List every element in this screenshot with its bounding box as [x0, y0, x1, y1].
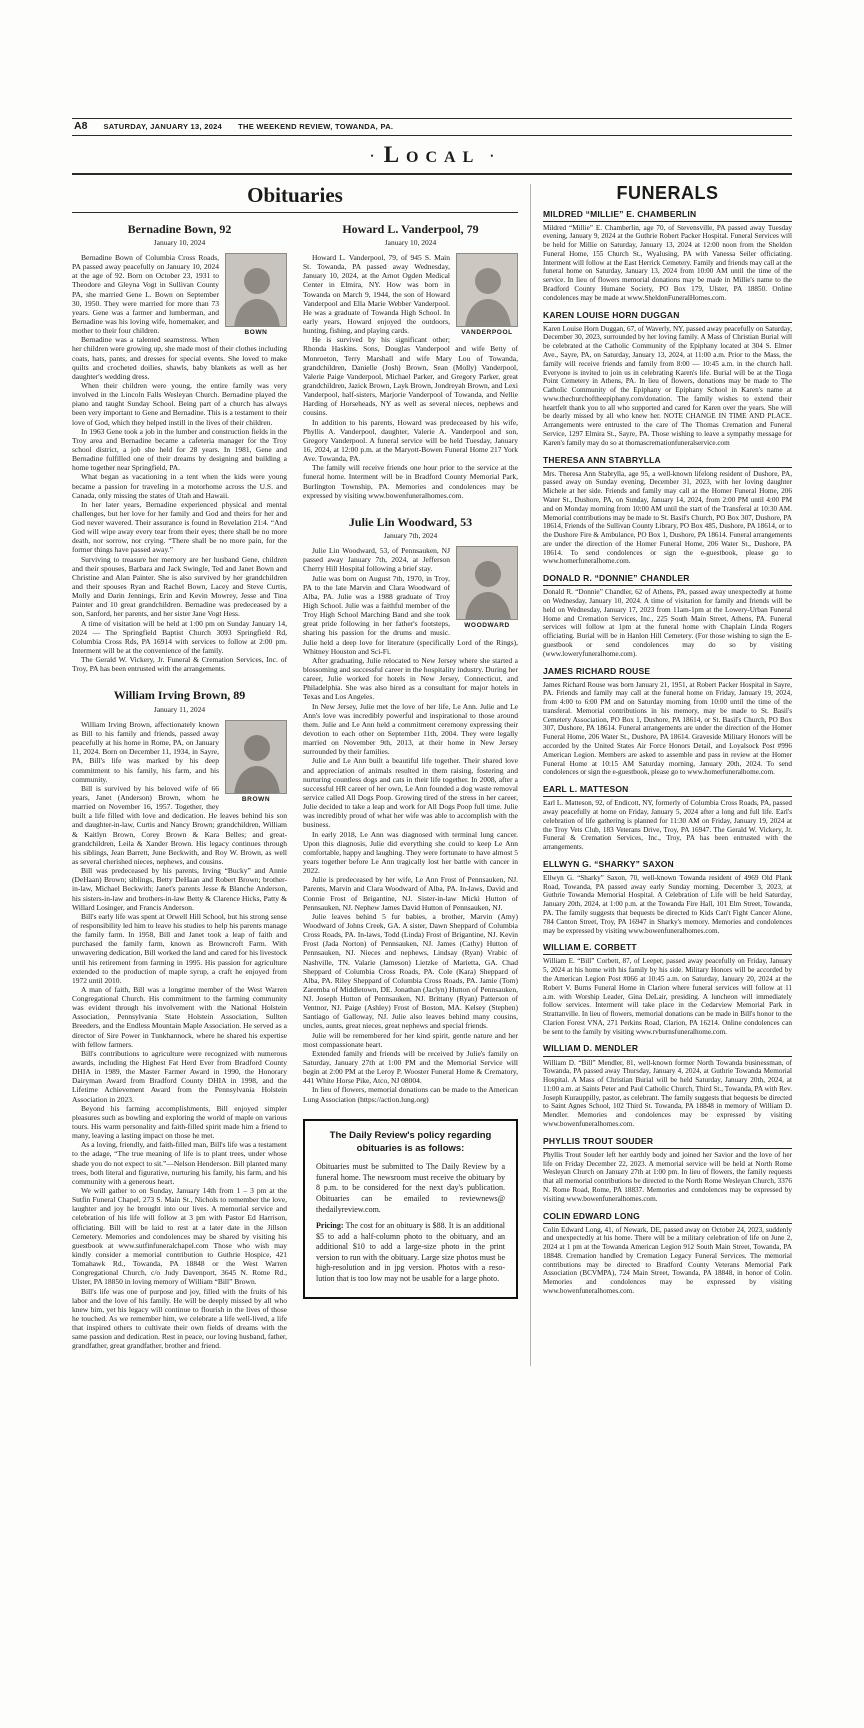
paragraph: Bernadine was a talented seamstress. When her children were growing up, she made most of their clothes including coats, hats, pants, and dresses for special events. She loved to make quilts and crocheted doilies, shawls, baby blankets as well as her daughter's wedding dress.: [72, 335, 287, 381]
funeral-name: JAMES RICHARD ROUSE: [543, 666, 792, 679]
funeral-text: Earl L. Matteson, 92, of Endicott, NY, formerly of Columbia Cross Roads, PA, passed away peacefully at home on Friday, January 5, 2024 after a long and full life. Earl's celebration of life gathering is planned for 11:30 AM on Friday, January 19, 2024 at the Troy Vets Club, 183 Veterans Drive, Troy, PA 16947. The Gerald W. Vickery, Jr. Funeral & Cremation Services, Inc., Troy, PA has been entrusted with the arrangements.: [543, 799, 792, 852]
person-silhouette-icon: [226, 254, 287, 327]
publication-name: THE WEEKEND REVIEW, TOWANDA, PA.: [238, 122, 394, 131]
funeral-notice: [543, 784, 792, 852]
paragraph: Julie was born on August 7th, 1970, in Troy, PA to the late Marvin and Clara Woodward of Alba, PA. Julie was a 1988 graduate of Troy High School. Julie was a faithful member of the Troy High School Marching Band and she took great pride following in her father's footsteps, sharing his passion for the drums and music. Julie held a deep love for literature (specifically Lord of the Rings), Whitney Houston and Sci-Fi.: [303, 573, 518, 656]
funerals-section: [530, 184, 792, 1366]
paragraph: Julie will be remembered for her kind spirit, gentle nature and her most compassionate heart.: [303, 1030, 518, 1049]
obituary-name: Howard L. Vanderpool, 79: [342, 221, 479, 236]
obituaries-section-title: Obituaries: [247, 182, 343, 207]
obituary-date: January 10, 2024: [384, 237, 437, 247]
funeral-notice: [543, 573, 792, 658]
paragraph: Beyond his farming accomplishments, Bill enjoyed simpler pleasures such as bowling and exploring the world of maple on various tours. His warm personality and faith-filled spirit made him a friend to many, leaving a lasting impact on those he met.: [72, 1103, 287, 1141]
person-silhouette-icon: [457, 254, 518, 327]
funeral-notice: [543, 666, 792, 778]
paragraph: In New Jersey, Julie met the love of her life, Le Ann. Julie and Le Ann's love was incredibly powerful and inspirational to those around them. Julie and Le Ann held a commitment ceremony expressing their devotion to each other on September 11th, 2004. They were legally married on November 9th, 2013, at their home in New Jersey surrounded by their families.: [303, 701, 518, 757]
banner-bullet-left-icon: •: [370, 150, 374, 161]
paragraph: A man of faith, Bill was a longtime member of the West Warren Congregational Church. His commitment to the farming community was evident through his involvement with the National Holstein Association, Pennsylvania State Holstein Association, Sullten Breeders, and the Endless Mountain Maple Association. He served as a director of Sire Power in Tunkhannock, where he shared his expertise with fellow farmers.: [72, 984, 287, 1049]
paragraph: Julie Lin Woodward, 53, of Pennsauken, NJ passed away January 7th, 2024, at Jefferson Cherry Hill Hospital following a brief stay.: [303, 546, 450, 574]
person-silhouette-icon: [226, 721, 287, 794]
paragraph: Bill was predeceased by his parents, Irving “Bucky” and Annie (DeHaan) Brown; siblings, Betty DeHaan and Robert Brown; brother-in-law, Michael Beckwith; Janet's parents Jesse & Blanche Anderson, his sisters-in-law and brothers-in-law Betty & Clarence Hicks, Patty & Willard Losinger, and Francis Anderson.: [72, 866, 287, 912]
paragraph: Bill's early life was spent at Orwell Hill School, but his strong sense of responsibility led him to leave his studies to help his parents manage the family farm. In 1958, Bill and Janet took a leap of faith and purchased the family farm, known as Browncroft Farm. With unwavering dedication, Bill worked the land and cared for his livestock until his retirement from farming in 1995. His passion for agriculture extended to the production of maple syrup, a craft he enjoyed from 1972 until 2010.: [72, 911, 287, 985]
funeral-name: WILLIAM E. CORBETT: [543, 942, 792, 955]
section-banner-title: Local: [383, 141, 481, 167]
date-line: SATURDAY, JANUARY 13, 2024: [103, 122, 223, 131]
paragraph: The family will receive friends one hour prior to the service at the funeral home. Interment will be in Bradford County Memorial Park, Burlington Township, PA. Memories and condolences may be expressed by visiting www.bowenfuneralhomes.com.: [303, 463, 518, 500]
paragraph: When their children were young, the entire family was very involved in the Lincoln Falls Wesleyan Church. Bernadine played the piano and taught Sunday School. Being part of a church has always been very important to Gene and Bernadine. This is a testament to their love of God, which they helped instill in the lives of their children.: [72, 380, 287, 427]
funeral-notice: [543, 942, 792, 1036]
funeral-notice: [543, 209, 792, 303]
portrait-photo: [456, 546, 518, 620]
funeral-text: William D. “Bill” Mendler, 81, well-known former North Towanda businessman, of Towanda, PA passed away Thursday, January 4, 2024, at Guthrie Towanda Memorial Hospital. A Mass of Christian Burial will be held Saturday, January 20th, 2024, at 11:00 a.m. at Saints Peter and Paul Catholic Church, Third St., Towanda, PA with Rev. Joseph Kurauppilly, pastor, as celebrant. The family suggests that bequests be directed to Saint Agnes School, 102 Third St. Towanda, PA 18848 in memory of William D. Mendler. Memories and condolences may be expressed by visiting www.bowenfuneralhomes.com.: [543, 1058, 792, 1128]
funeral-text: Ellwyn G. “Sharky” Saxon, 70, well-known Towanda resident of 4969 Old Plank Road, Towanda, PA passed away early Sunday morning, December 3, 2023, at Guthrie Towanda Memorial Hospital. A Celebration of Life will be held Saturday, January 20th, 2024, at 1:00 p.m. at the Towanda Fire Hall, 101 Elm Street, Towanda, PA. The family suggests that bequests be directed to Kids Can't Fight Cancer Alone, 784 Canton Street, Troy, PA 16947 in Sharky's memory. Memories and condolences may be expressed by visiting www.bowenfuneralhomes.com.: [543, 873, 792, 935]
funerals-section-header: [543, 184, 792, 202]
obituary-body: [303, 546, 518, 1104]
obituary-name: Julie Lin Woodward, 53: [348, 514, 473, 529]
funeral-text: James Richard Rouse was born January 21, 1951, at Robert Packer Hospital in Sayre, PA. Friends and family may call at the funeral home on Friday, January 19, 2024, from 4:00 to 6:00 PM and on Saturday morning from 10:00 until the time of the transferal. Memorial contributions in his memory, may be made to St. Basil's Cemetery Association, PO Box 1, Dushore, PA 18614, or St. Basil's Church, PO Box 307, Dushore, PA 18614. Funeral arrangements are under the direction of the Homer Funeral Home, 206 Water St., Dushore, PA 18614. Graveside Military Honors will be accorded by the United States Air Force Honors Detail, and Loyalsock Post #996 American Legion. Members are asked to assemble and pass in review at the Homer Funeral Home at 10:15 AM Saturday morning, January 20th, 2024. To send condolences or sign the e-guestbook, please go to www.homerfuneralhome.com.: [543, 680, 792, 777]
funeral-text: Colin Edward Long, 41, of Newark, DE, passed away on October 24, 2023, suddenly and unexpectedly at his home. There will be a military celebration of life on June 2, 2024 at 1 pm at the Towanda American Legion 912 South Main Street, Towanda, PA 18848. Cremation handled by Cremation Legacy Funeral Services. The memorial contributions may be directed to Bradford County Veterans Memorial Park Association (BCVMPA), 724 Main Street, Towanda, PA 18848, in honor of Colin. Memories and condolences may be expressed by visiting www.bowenfuneralhomes.com.: [543, 1225, 792, 1296]
paragraph: Julie is predeceased by her wife, Le Ann Frost of Pennsauken, NJ. Parents, Marvin and Clara Woodward of Alba, PA. In-laws, David and Connie Frost of Brigantine, NJ. Sister-in-law Micki Hutton of Pennsauken, NJ. Nephew James David Hutton of Pennsauken, NJ.: [303, 875, 518, 912]
obituary-photo-figure: [456, 546, 518, 630]
funeral-text: William E. “Bill” Corbett, 87, of Leeper, passed away peacefully on Friday, January 5, 2024 at his home with his family by his side. Military Honors will be accorded by the American Legion Post #066 at 10:45 a.m. on Saturday, January 20, 2024 at the Robert V. Burns Funeral Home in Clarion where funeral services will follow at 11 a.m. with Worship Leader, Gina DeLair, presiding. A luncheon will immediately follow services. Interment will take place in the Cedarview Memorial Park in Strattanville. In lieu of flowers, memorial donations can be made in Bill's honor to the Clarion Forest VNA, 271 Perkins Road, Clarion, PA 16214. Online condolences can be sent to the family by visiting www.rvburnsfuneralhome.com.: [543, 957, 792, 1036]
obituary-name: William Irving Brown, 89: [113, 688, 246, 703]
funeral-notice: [543, 859, 792, 936]
funerals-section-title: FUNERALS: [616, 182, 719, 203]
obituaries-section-header: [72, 184, 518, 213]
paragraph: We will gather to on Sunday, January 14th from 1 – 3 pm at the Sutfin Funeral Chapel, 273 S. Main St., Nichols to remember the love, laughter and joy he brought into our lives. A memorial service and celebration of his life will follow at 3 pm with Pastor Ed Harrison, officiating. Bill will be laid to rest at a later date in the Jillson Cemetery. Memories and condolences may be shared by visiting his guestbook at www.sutfinfuneralchapel.com Those who wish may kindly consider a memorial contribution to Guthrie Hospice, 421 Tomahawk Rd., Towanda, PA 18848 or the West Warren Congregational Church, c/o Judy Davenport, 3645 N. Rome Rd., Ulster, PA 18850 in loving memory of William “Bill” Brown.: [72, 1186, 287, 1287]
paragraph: Extended family and friends will be received by Julie's family on Saturday, January 27th at 1:00 PM and the Memorial Service will begin at 2:00 PM at the Leroy P. Wooster Funeral Home & Crematory, 441 White Horse Pike, Atco, NJ 08004.: [303, 1048, 518, 1086]
funeral-notice: [543, 1136, 792, 1204]
obituary-body: [303, 253, 518, 500]
funeral-name: WILLIAM D. MENDLER: [543, 1043, 792, 1056]
funeral-notice: [543, 1043, 792, 1128]
obituary-date: January 11, 2024: [153, 704, 206, 714]
obituary-photo-figure: [456, 253, 518, 337]
page-number: A8: [74, 120, 88, 132]
paragraph: Bill's contributions to agriculture were recognized with numerous awards, including the Highest Fat Herd Ever from Bradford County DHIA in 1989, the Master Farmer Award in 1990, the Honorary Dairyman Award from Bradford County DHIA in 1998, and the Lifetime Achievement Award from the Pennsylvania Holstein Association in 2023.: [72, 1048, 287, 1104]
policy-paragraph: Obituaries must be submitted to The Daily Review by a funeral home. The newsroom must receive the obituary by 8 p.m. to be considered for the next day's publication. Obituaries can be emailed to reviewnews@ thedailyreview.com.: [316, 1162, 505, 1214]
masthead: [72, 118, 792, 136]
paragraph: A time of visitation will be held at 1:00 pm on Sunday January 14, 2024 — The Springfield Baptist Church 3093 Springfield Rd, Columbia Cross Rds, PA 16914 with services to follow at 2:00 pm. Interment will be at the convenience of the family.: [72, 618, 287, 656]
obituaries-column-1: [72, 222, 287, 1366]
paragraph: What began as vacationing in a tent when the kids were young became a passion for traveling in a motorhome across the U.S. and Canada, only missing the states of Utah and Hawaii.: [72, 472, 287, 500]
paragraph: In her later years, Bernadine experienced physical and mental challenges, but her love for her family and God and theirs for her and God never wavered. Their assurance is found in Revelation 21:4. “And God will wipe away every tear from their eyes; there shall be no more death, nor sorrow, nor crying. “There shall be no more pain, for the former things have passed away.”: [72, 499, 287, 555]
obituary-name: Bernadine Bown, 92: [127, 221, 232, 236]
paragraph: He is survived by his significant other; Rhonda Haskins. Sons, Douglas Vanderpool and wife Betty of Monroeton, Terry Marshall and wife Mary Lou of Towanda, grandchildren, Danielle (Josh) Brown, Sean (Molly) Vanderpool, Valerie Paige Vanderpool, Michael Parker, and Gregory Parker, great grandchildren, Jazick Brown, Layk Brown, Jondreyah Brown, and Lexi Vanderpool, half-sisters, Marjorie Vanderpool of Towanda, and Nellie Harding of Horseheads, NY as well as several nieces, nephews and cousins.: [303, 335, 518, 418]
funeral-notice: [543, 1211, 792, 1296]
funeral-name: COLIN EDWARD LONG: [543, 1211, 792, 1224]
funeral-text: Phyllis Trout Souder left her earthly body and joined her Savior and the love of her life on Friday December 22, 2023. A memorial service will be held at North Rome Wesleyan Church on January 27th at 1:00 pm. In lieu of flowers, the family requests that all memorial contributions be directed to the North Rome Wesleyan Church, 3376 N. Rome Road, Rome, PA 18837. Memories and condolences may be expressed by visiting www.bowenfuneralhomes.com.: [543, 1150, 792, 1203]
obituary-date: January 7th, 2024: [383, 531, 438, 541]
paragraph: Julie leaves behind 5 fur babies, a brother, Marvin (Amy) Woodward of Johns Creek, GA. A sister, Dawn Sheppard of Columbia Cross Roads, PA. In-laws, Todd (Linda) Frost of Brigantine, NJ. Kevin Frost (Jada Norton) of Pennsauken, NJ. James (Cathy) Hutton of Pennsauken, NJ. Nieces and nephews, Lindsay (Ryan) Vrabic of Nashville, TN. Valarie (Jameson) Lietzke of Marietta, GA. Chad Sheppard of Columbia Cross Roads, PA. Cole (Kara) Sheppard of Alba, PA. Riley Sheppard of Columbia Cross Roads, PA. Jamie (Tom) Zaremba of Middletown, DE. Jonathan (Jaclyn) Hutton of Pennsauken, NJ. Joseph Hutton of Pennsauken, NJ. Brittany (Ryan) Patterson of Ventnor, NJ. Paige (Ashley) Frost of Boston, MA. Kelsey (Stephen) Santiago of Galloway, NJ. Julie also leaves behind many cousins, uncles, aunts, great nieces, great nephews and special friends.: [303, 911, 518, 1031]
funeral-text: Mrs. Theresa Ann Stabrylla, age 95, a well-known lifelong resident of Dushore, PA, passed away on Sunday evening, December 31, 2023, with her loving daughter Michele at her side. Friends and family may call at the Homer Funeral Home, 206 Water St., Dushore, PA, on Sunday, January 14, 2024, from 2:00 PM until 4:00 PM and on Monday morning from 10:00 AM until the start of the Transferal at 10:30 AM. Memorial contributions may be made to St. Basil's Church, PO Box 307, Dushore, PA 18614, Friends of the Sullivan County Library, PO Box 485, Dushore, PA 18614, or to the Dushore Fire & Ambulance, PO Box 1, Dushore, PA 18614. Funeral arrangements are under the direction of the Homer Funeral Home, 206 Water St., Dushore, PA 18614. To send condolences or sign the e-guestbook, please go to www.homerfuneralhome.com.: [543, 469, 792, 566]
obituary-date: January 10, 2024: [153, 237, 206, 247]
person-silhouette-icon: [457, 547, 518, 620]
paragraph: Bernadine Bown of Columbia Cross Roads, PA passed away peacefully on January 10, 2024 at the age of 92. Born on October 23, 1931 to Theodore and Gleyna Vogt in Sullivan County PA, she married Gene L. Bown on September 30, 1950. They were married for more than 73 years. Gene was a farmer and lumberman, and Bernadine was his loving wife, homemaker, and mother to their four children.: [72, 252, 219, 336]
banner-bullet-right-icon: •: [490, 150, 494, 161]
obituary-text: [72, 720, 287, 1351]
portrait-photo: [225, 253, 287, 327]
paragraph: The Gerald W. Vickery, Jr. Funeral & Cremation Services, Inc. of Troy, PA has been entrusted with the arrangements.: [72, 655, 287, 674]
section-banner: [72, 136, 792, 175]
obituary-bernadine-bown: [72, 222, 287, 674]
paragraph: Bill is survived by his beloved wife of 66 years, Janet (Anderson) Brown, whom he married on November 16, 1957. Together, they built a life filled with love and dedication. He leaves behind his son and daughter-in-law, Curtis and Nancy Brown; grandchildren, William & Kaitlyn Brown, Corey Brown & Kara Belles; and great-grandchildren, Leila & Xander Brown. His legacy continues through his siblings, Jean Barrett, June Beckwith, and Roy W. Brown, as well as several cherished nieces, nephews, and cousins.: [72, 783, 287, 866]
photo-caption: BOWN: [244, 328, 268, 336]
paragraph: William Irving Brown, affectionately known as Bill to his family and friends, passed away peacefully at his home in Rome, PA, on January 11, 2024. Born on December 11, 1934, in Sayre, PA, Bill's life was marked by his deep commitment to his family, his farm, and his community.: [72, 719, 219, 784]
paragraph: Bill's life was one of purpose and joy, filled with the fruits of his labor and the love of his family. He will be deeply missed by all who knew him, yet his legacy will continue to flourish in the lives of those he touched. As we remember him, we celebrate a life well-lived, a life that inspired others to cultivate their own fields of dreams with the same passion and dedication. Rest in peace, our loving husband, father, grandfather, great grandfather, brother and friend.: [72, 1286, 287, 1351]
page-content: [72, 184, 792, 1366]
funeral-name: EARL L. MATTESON: [543, 784, 792, 797]
obituary-julie-woodward: [303, 515, 518, 1104]
obituary-body: [72, 720, 287, 1351]
obituary-william-irving-brown: [72, 688, 287, 1350]
obituary-photo-figure: [225, 720, 287, 804]
funeral-text: Mildred “Millie” E. Chamberlin, age 70, of Stevensville, PA passed away Tuesday evening, January 9, 2024 at the Guthrie Robert Packer Hospital. Funeral Services will be held for Millie on Saturday, January 13, 2024 at 12:00 noon from the Sheldon Funeral Home, 155 Church St., Wyalusing, PA with Vanessa Seiler officiating. Interment will follow at the East Herrick Cemetery. Family and friends may call at the funeral home on Saturday, January 13, 2024 from 10:00 AM until the time of the service. In lieu of flowers memorial donations may be made in Millie's name to the Bradford County Humane Society, PO Box 179, Ulster, PA 18850. Online condolences may be made at www.SheldonFuneralHomes.com.: [543, 223, 792, 302]
pricing-text: The cost for an obituary is $88. It is an additional $5 to add a half-column photo to the obituary, and an additional $10 to add a large-size photo in the print version to run with the obituary. Large size photos must be high-resolution and in jpg version. Photos with a reso-lution that is too low may not be usable for a large photo.: [316, 1221, 506, 1283]
funeral-name: THERESA ANN STABRYLLA: [543, 455, 792, 468]
obituary-photo-figure: [225, 253, 287, 337]
photo-caption: BROWN: [241, 795, 271, 803]
obituary-howard-vanderpool: [303, 222, 518, 500]
paragraph: After graduating, Julie relocated to New Jersey where she started a blossoming and successful career in the hospitality industry. During her career, Julie worked for hotels in New Jersey, Connecticut, and Philadelphia. She was also hired as a consultant for major hotels in Texas and Los Angeles.: [303, 655, 518, 702]
funeral-name: MILDRED “MILLIE” E. CHAMBERLIN: [543, 209, 792, 222]
funeral-name: ELLWYN G. “SHARKY” SAXON: [543, 859, 792, 872]
pricing-label: Pricing:: [316, 1221, 344, 1231]
obituaries-columns: [72, 222, 518, 1366]
photo-caption: WOODWARD: [464, 622, 510, 630]
portrait-photo: [456, 253, 518, 327]
funeral-name: PHYLLIS TROUT SOUDER: [543, 1136, 792, 1149]
funeral-text: Donald R. “Donnie” Chandler, 62 of Athens, PA, passed away unexpectedly at home on Wednesday, January 10, 2024. A time of visitation for family and friends will be held on Wednesday, January 17, 2023 from 11am-1pm at the Lowery-Urban Funeral Home and Cremation Services, Inc., 225 South Main Street, Athens, PA. Funeral services will follow at 1pm at the funeral home with Chaplain Linda Rogers officiating. Burial will be in Hanlon Hill Cemetery. (For those wishing to sign the E-guestbook or send condolences may do so by visiting (www.loweryfuneralhome.com).: [543, 588, 792, 658]
funeral-notice: [543, 455, 792, 567]
funeral-name: DONALD R. “DONNIE” CHANDLER: [543, 573, 792, 586]
paragraph: In early 2018, Le Ann was diagnosed with terminal lung cancer. Upon this diagnosis, Julie did everything she could to keep Le Ann comfortable, happy and laughing. They were fortunate to have almost 5 years together before Le Ann tragically lost her battle with cancer in 2022.: [303, 829, 518, 876]
obituaries-section: [72, 184, 518, 1366]
paragraph: In 1963 Gene took a job in the lumber and construction fields in the Troy area and Bernadine became a cafeteria manager for the Troy school district, a job she held for 28 years. In 1981, Gene and Bernadine fulfilled one of their dreams by designing and building a home together near Springfield, PA.: [72, 426, 287, 473]
policy-box-title: The Daily Review's policy regarding obituaries is as follows:: [329, 1129, 492, 1154]
funeral-name: KAREN LOUISE HORN DUGGAN: [543, 310, 792, 323]
funeral-text: Karen Louise Horn Duggan, 67, of Waverly, NY, passed away peacefully on Saturday, December 30, 2023, surrounded by her loving family. A Mass of Christian Burial will be celebrated at the Catholic Community of the Epiphany located at 304 S. Elmer Ave., Sayre, PA, on Saturday, January 13, 2024, at 11:00 a.m. Prior to the Mass, the family will receive friends and family from 8:00 — 10:45 a.m. in the church hall. Everyone is invited to join us in celebrating Karen's life. Burial will be at the Tioga Point Cemetery in Athens, PA. In lieu of flowers, donations may be made to The Catholic Community of the Epiphany or Epiphany School in Karen's name at www.thechurchoftheepiphany.com/donation. The family wishes to extend their heartfelt thank you to all who supported and cared for Karen over the years. She will be dearly missed by all who knew her. NOTE CHANGE IN TIME AND PLACE. Arrangements were entrusted to the care of The Thomas Cremation and Funeral Service, 1297 Elmira St., Sayre, PA. Those wishing to leave a sympathy message for Karen's family may do so at thomascremationfuneralservice.com: [543, 324, 792, 447]
paragraph: Surviving to treasure her memory are her husband Gene, children and their spouses, Barbara and Jack Swingle, Ted and Janet Bown and Christine and Alan Painter. She is also survived by her grandchildren and their spouses Ryan and Rachel Bown, Lacey and Steve Curtis, Molly and Darin Jennings, Erin and Kevin Mowrey, Jesse and Tina Painter and 10 great grandchildren. Bernadine was predeceased by a son, Sanford, her parents, and her sister Jane Vogt Hess.: [72, 554, 287, 619]
policy-pricing-paragraph: [316, 1221, 505, 1284]
paragraph: Howard L. Vanderpool, 79, of 945 S. Main St. Towanda, PA passed away Wednesday, January 10, 2024, at the Arnot Ogden Medical Center in Elmira, NY. How was born in Towanda on March 9, 1944, the son of Howard Vanderpool and Ella Marie Webber Vanderpool. He was a graduate of Towanda High School. In early years, Howard enjoyed the outdoors, hunting, fishing, and playing cards.: [303, 252, 450, 336]
obituaries-column-2: [303, 222, 518, 1366]
paragraph: In addition to his parents, Howard was predeceased by his wife, Phyllis A. Vanderpool, daughter, Valerie A. Vanderpool and son, Gregory Vanderpool. A funeral service will be held Tuesday, January 16, 2024, at 12:00 p.m. at the Maryott-Bowen Funeral Home 217 York Ave. Towanda, PA.: [303, 417, 518, 464]
portrait-photo: [225, 720, 287, 794]
obituary-body: [72, 253, 287, 673]
photo-caption: VANDERPOOL: [461, 328, 513, 336]
paragraph: Julie and Le Ann built a beautiful life together. Their shared love and appreciation of animals resulted in them raising, fostering and nurturing countless dogs and cats in their life together. In 2008, after a successful HR career of her own, Le Ann founded a dog waste removal service called All Dogs Poop. Growing tired of the stress in her career, Julie decided to take a leap and work for All Dogs Poop full time. Julie was incredibly proud of what her wife was able to accomplish with the business.: [303, 756, 518, 830]
paragraph: As a loving, friendly, and faith-filled man, Bill's life was a testament to the adage, “The true meaning of life is to plant trees, under whose shade you do not expect to sit.”—Nelson Henderson. Bill planted many trees, both literal and figurative, nurturing his family, his farm, and his community with a generous heart.: [72, 1140, 287, 1186]
funeral-notice: [543, 310, 792, 448]
paragraph: In lieu of flowers, memorial donations can be made to the American Lung Association (https://action.lung.org): [303, 1085, 518, 1104]
obituary-policy-box: [303, 1119, 518, 1300]
